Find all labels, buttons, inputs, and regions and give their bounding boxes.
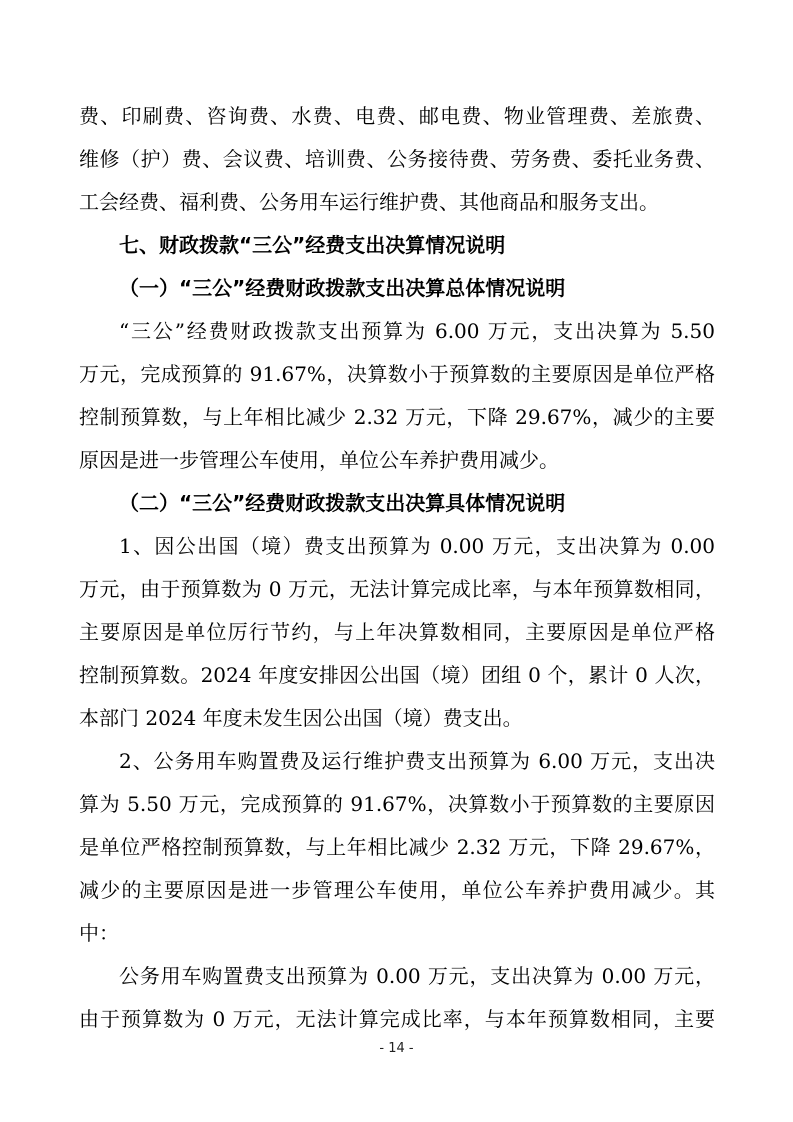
- body-line: 是单位严格控制预算数，与上年相比减少 2.32 万元，下降 29.67%，: [79, 835, 715, 859]
- body-line: 2、公务用车购置费及运行维护费支出预算为 6.00 万元，支出决: [119, 749, 715, 773]
- body-line: 减少的主要原因是进一步管理公车使用，单位公车养护费用减少。其: [79, 878, 715, 902]
- body-line: 中：: [79, 921, 119, 945]
- body-line: 1、因公出国（境）费支出预算为 0.00 万元，支出决算为 0.00: [119, 534, 715, 558]
- body-line: 万元，由于预算数为 0 万元，无法计算完成比率，与本年预算数相同，: [79, 577, 715, 601]
- body-line: 控制预算数，与上年相比减少 2.32 万元，下降 29.67%，减少的主要: [79, 405, 715, 429]
- body-line: 由于预算数为 0 万元，无法计算完成比率，与本年预算数相同，主要: [79, 1007, 715, 1031]
- section-heading: 七、财政拨款“三公”经费支出决算情况说明: [119, 233, 506, 257]
- body-line: 维修（护）费、会议费、培训费、公务接待费、劳务费、委托业务费、: [79, 147, 715, 171]
- body-line: 费、印刷费、咨询费、水费、电费、邮电费、物业管理费、差旅费、: [79, 104, 715, 128]
- subsection-heading: （二）“三公”经费财政拨款支出决算具体情况说明: [119, 491, 566, 515]
- body-line: 主要原因是单位厉行节约，与上年决算数相同，主要原因是单位严格: [79, 620, 715, 644]
- page-number: - 14 -: [379, 1041, 414, 1056]
- body-line: “三公”经费财政拨款支出预算为 6.00 万元，支出决算为 5.50: [119, 319, 715, 343]
- body-line: 控制预算数。2024 年度安排因公出国（境）团组 0 个，累计 0 人次，: [79, 663, 715, 687]
- body-line: 算为 5.50 万元，完成预算的 91.67%，决算数小于预算数的主要原因: [79, 792, 715, 816]
- body-line: 公务用车购置费支出预算为 0.00 万元，支出决算为 0.00 万元，: [119, 964, 715, 988]
- body-line: 工会经费、福利费、公务用车运行维护费、其他商品和服务支出。: [79, 190, 659, 214]
- body-line: 万元，完成预算的 91.67%，决算数小于预算数的主要原因是单位严格: [79, 362, 715, 386]
- body-line: 本部门 2024 年度未发生因公出国（境）费支出。: [79, 706, 523, 730]
- subsection-heading: （一）“三公”经费财政拨款支出决算总体情况说明: [119, 276, 566, 300]
- body-line: 原因是进一步管理公车使用，单位公车养护费用减少。: [79, 448, 559, 472]
